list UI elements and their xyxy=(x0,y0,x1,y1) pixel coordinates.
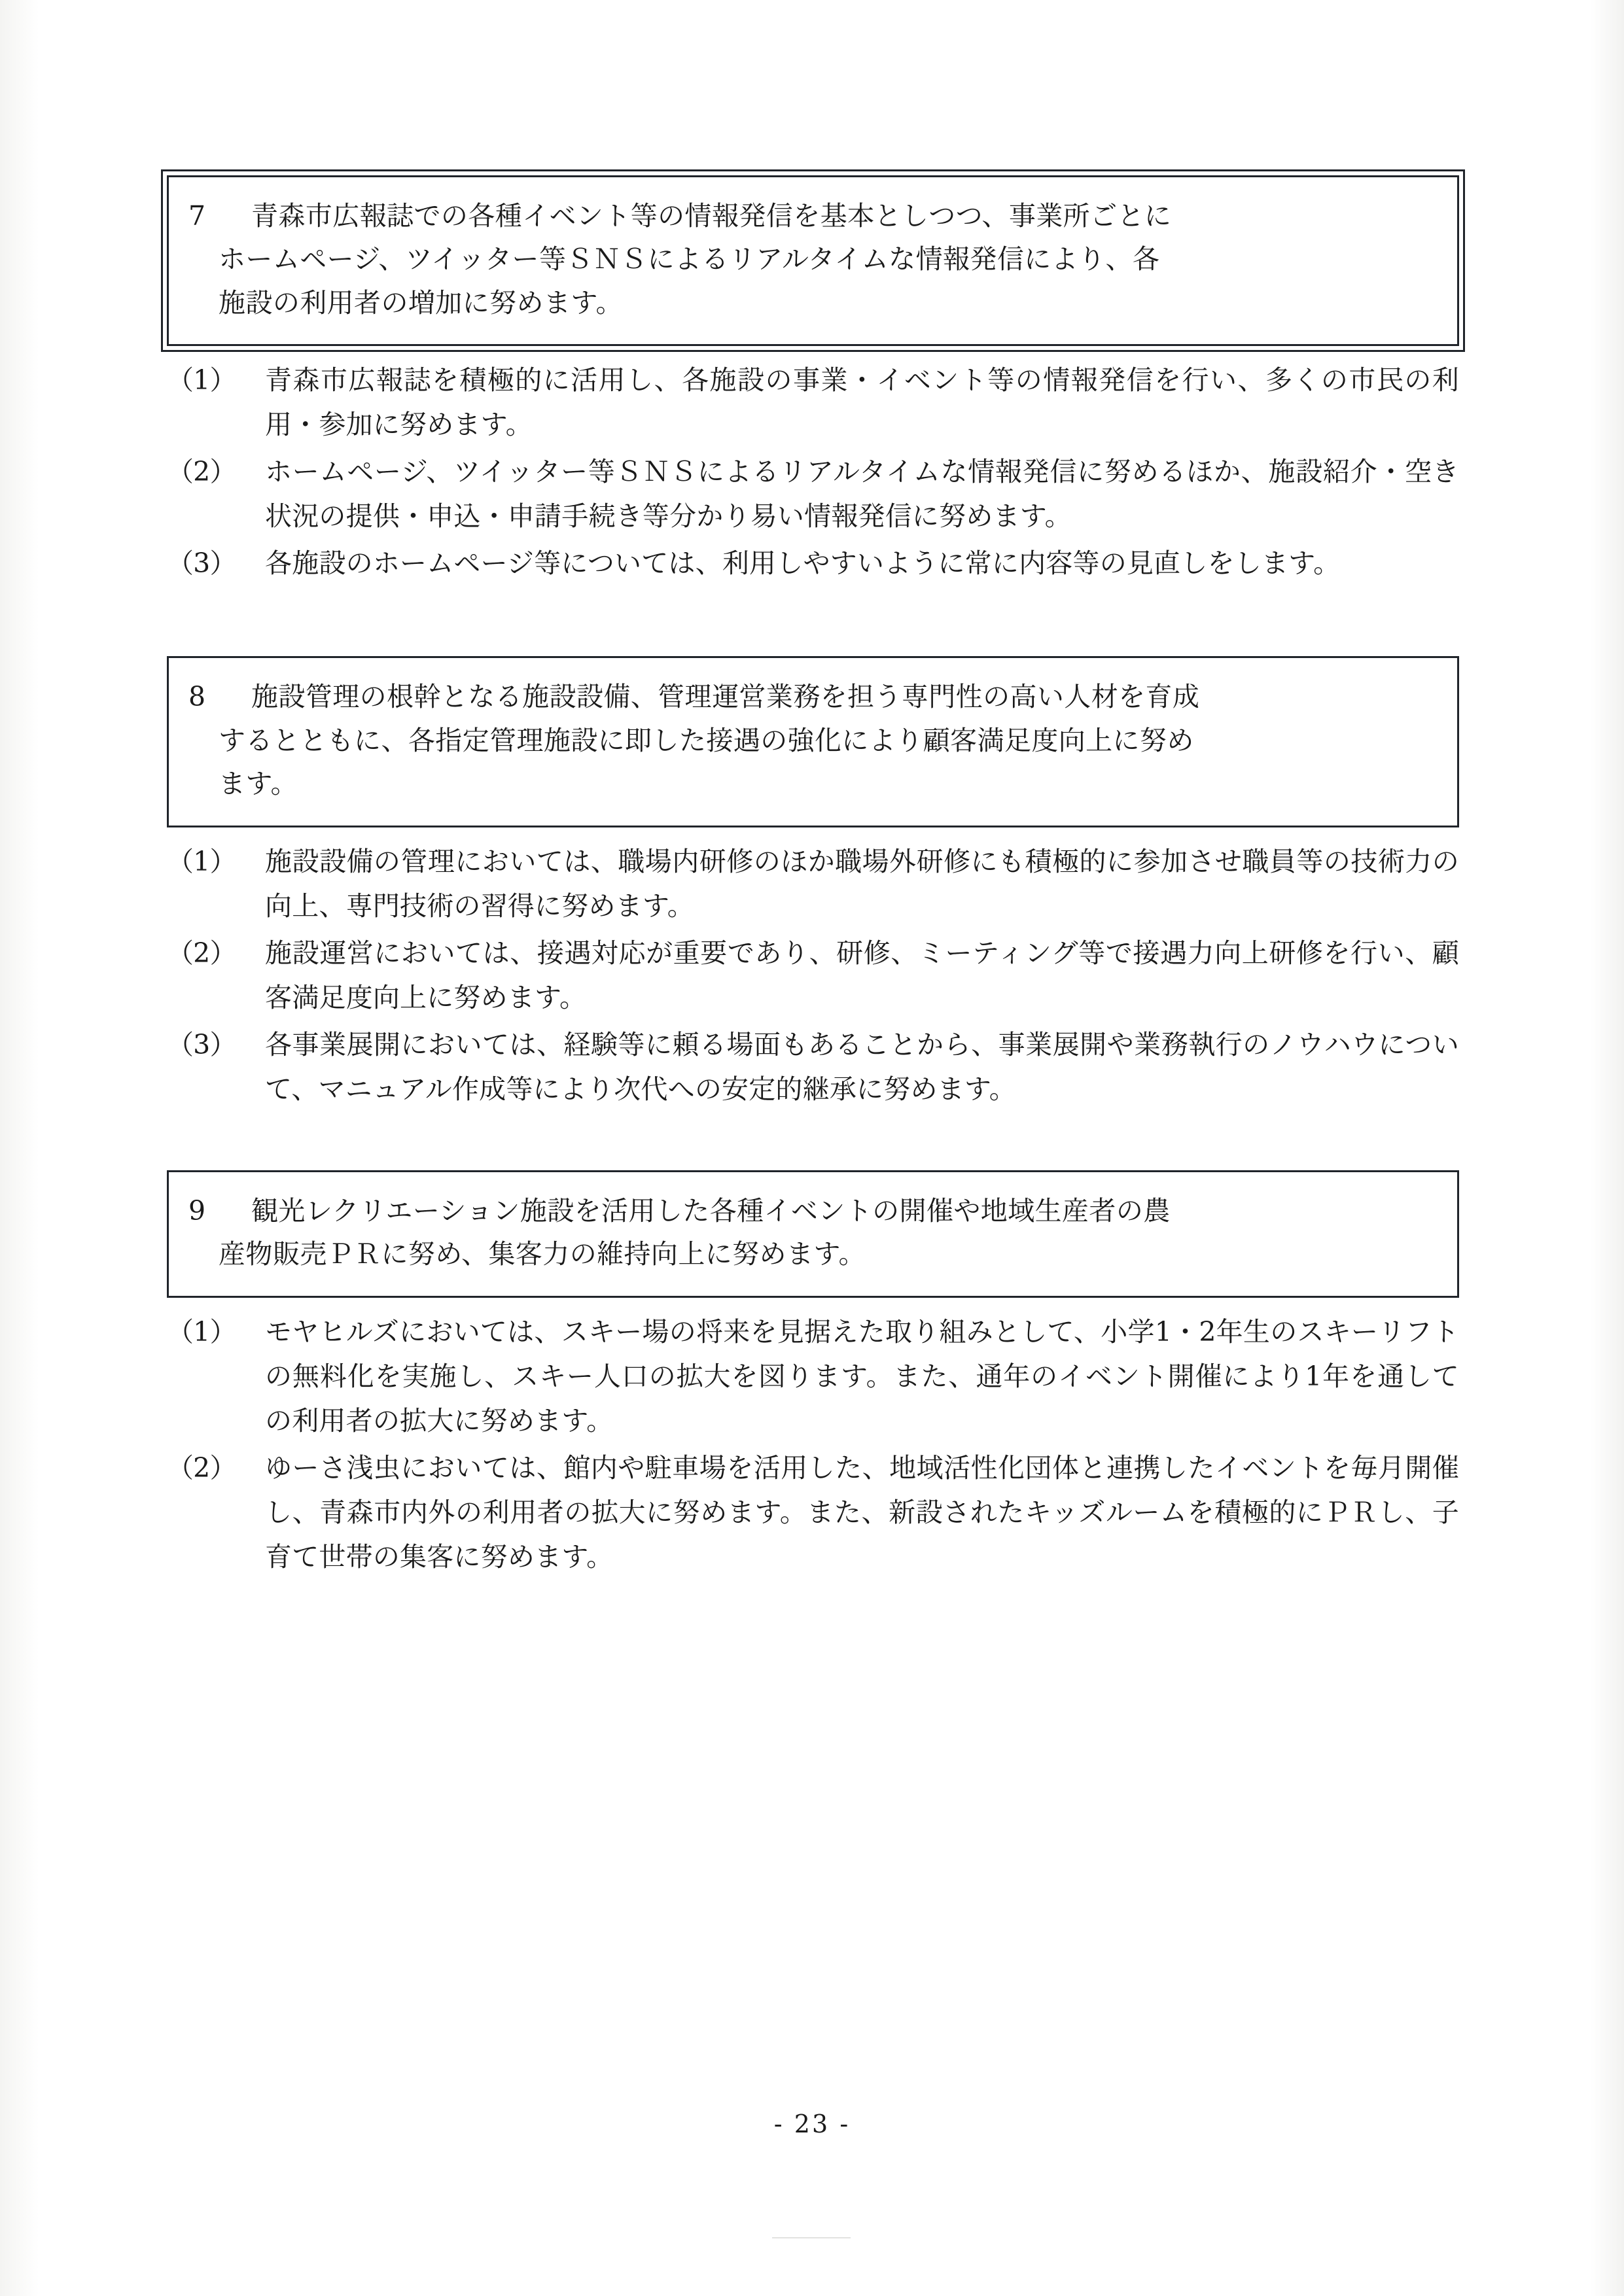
list-item-marker: （2） xyxy=(167,456,236,488)
section-7-items xyxy=(167,358,1459,585)
list-item xyxy=(167,931,1459,1020)
section-9-heading-line-1 xyxy=(188,1189,1435,1232)
section-7-heading-line-2: ホームページ、ツイッター等ＳＮＳによるリアルタイムな情報発信により、各 xyxy=(219,243,1160,275)
section-8-number: 8 xyxy=(188,681,206,713)
section-7-heading-line-1 xyxy=(188,194,1435,237)
section-7-heading-line-3: 施設の利用者の増加に努めます。 xyxy=(219,287,623,319)
section-9-heading-line-2: 産物販売ＰＲに努め、集客力の維持向上に努めます。 xyxy=(219,1238,866,1270)
section-8-heading-line-2: するとともに、各指定管理施設に即した接遇の強化により顧客満足度向上に努め xyxy=(219,724,1194,756)
list-item-text: 施設運営においては、接遇対応が重要であり、研修、ミーティング等で接遇力向上研修を行い、顧客満足度向上に努めます。 xyxy=(265,937,1459,1013)
list-item-marker: （3） xyxy=(167,548,236,580)
list-item-text: ホームページ、ツイッター等ＳＮＳによるリアルタイムな情報発信に努めるほか、施設紹介・空き状況の提供・申込・申請手続き等分かり易い情報発信に努めます。 xyxy=(265,456,1459,532)
list-item-marker: （2） xyxy=(167,1452,236,1484)
list-item xyxy=(167,1446,1459,1579)
list-item-marker: （1） xyxy=(167,845,236,877)
list-item xyxy=(167,358,1459,447)
section-7-heading-text-1: 青森市広報誌での各種イベント等の情報発信を基本としつつ、事業所ごとに xyxy=(251,200,1172,232)
list-item-text: 青森市広報誌を積極的に活用し、各施設の事業・イベント等の情報発信を行い、多くの市民の利用・参加に努めます。 xyxy=(265,364,1459,441)
section-9-number: 9 xyxy=(188,1194,206,1226)
list-item-marker: （1） xyxy=(167,364,236,396)
page-number: - 23 - xyxy=(773,2110,851,2138)
section-8-items xyxy=(167,839,1459,1111)
list-item xyxy=(167,541,1459,585)
section-spacer xyxy=(167,1114,1459,1170)
list-item-marker: （2） xyxy=(167,937,236,969)
section-spacer xyxy=(167,588,1459,656)
list-item-text: 施設設備の管理においては、職場内研修のほか職場外研修にも積極的に参加させ職員等の技術力の向上、専門技術の習得に努めます。 xyxy=(265,845,1459,922)
section-9-heading-text-1: 観光レクリエーション施設を活用した各種イベントの開催や地域生産者の農 xyxy=(251,1194,1171,1226)
section-9-items xyxy=(167,1310,1459,1579)
section-8-heading-box xyxy=(167,656,1459,827)
list-item-text: モヤヒルズにおいては、スキー場の将来を見据えた取り組みとして、小学1・2年生のスキーリフトの無料化を実施し、スキー人口の拡大を図ります。また、通年のイベント開催により1年を通しての利用者の拡大に努めます。 xyxy=(265,1315,1459,1436)
list-item-text: ゆーさ浅虫においては、館内や駐車場を活用した、地域活性化団体と連携したイベントを毎月開催し、青森市内外の利用者の拡大に努めます。また、新設されたキッズルームを積極的にＰＲし、子育て世帯の集客に努めます。 xyxy=(265,1452,1459,1573)
section-8-heading-text-1: 施設管理の根幹となる施設設備、管理運営業務を担う専門性の高い人材を育成 xyxy=(251,681,1200,713)
section-8-heading-line-1 xyxy=(188,675,1435,718)
list-item xyxy=(167,449,1459,538)
list-item xyxy=(167,1022,1459,1111)
list-item-text: 各事業展開においては、経験等に頼る場面もあることから、事業展開や業務執行のノウハウについて、マニュアル作成等により次代への安定的継承に努めます。 xyxy=(265,1028,1459,1105)
document-content xyxy=(167,175,1459,1582)
list-item-marker: （1） xyxy=(167,1315,236,1348)
list-item-text: 各施設のホームページ等については、利用しやすいように常に内容等の見直しをします。 xyxy=(265,548,1341,580)
paper-edge-mark xyxy=(772,2237,851,2238)
list-item-marker: （3） xyxy=(167,1028,236,1060)
list-item xyxy=(167,1310,1459,1443)
section-7-heading-box xyxy=(167,175,1459,346)
section-9-heading-box xyxy=(167,1170,1459,1298)
section-7-number: 7 xyxy=(188,200,206,232)
list-item xyxy=(167,839,1459,928)
section-8-heading-line-3: ます。 xyxy=(219,768,298,800)
